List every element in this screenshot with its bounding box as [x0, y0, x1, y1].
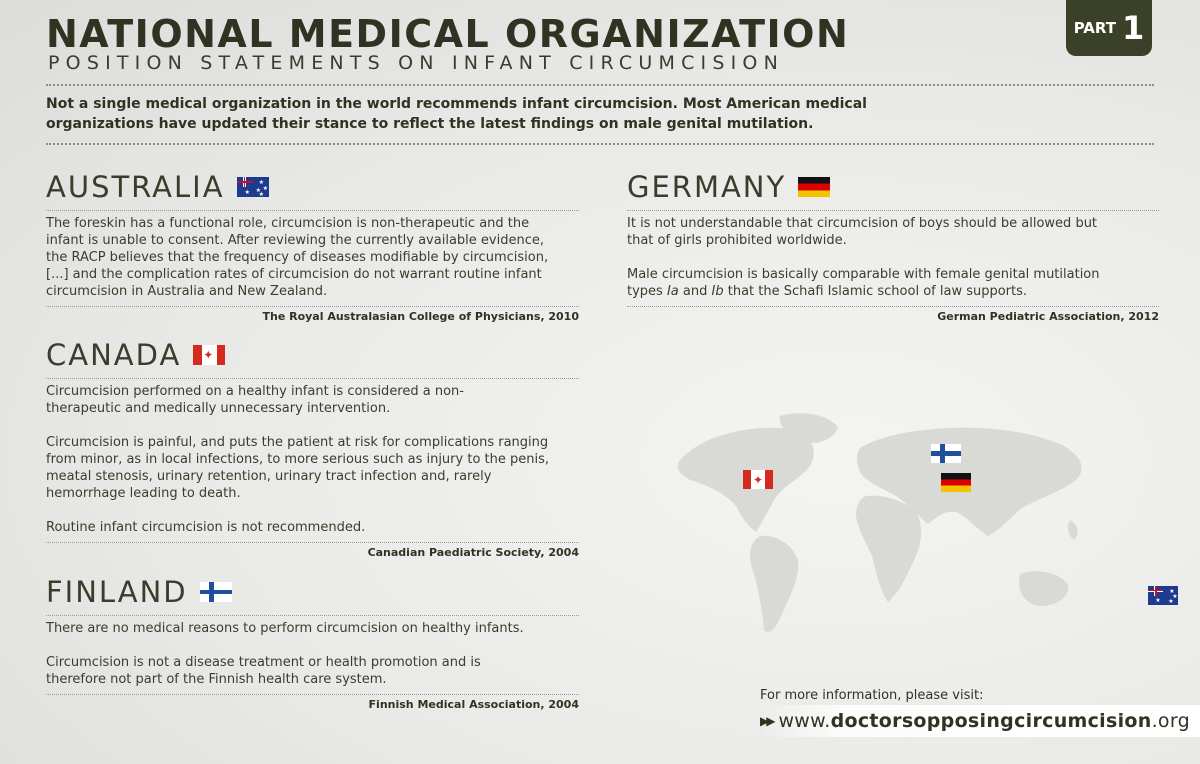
statement-paragraph: There are no medical reasons to perform circumcision on healthy infants.: [46, 621, 524, 636]
source-citation: Finnish Medical Association, 2004: [368, 698, 579, 711]
germany-flag-icon: [941, 473, 971, 492]
country-heading: [46, 170, 579, 204]
statement-paragraph: Routine infant circumcision is not recommended.: [46, 520, 366, 535]
divider: [46, 542, 579, 543]
section-germany: [627, 170, 1159, 323]
statement-text: The foreskin has a functional role, circumcision is non-therapeutic and the infant is unable to consent. After reviewing the currently available evidence, the RACP believes that the frequency of diseases modifiable by circumcision, [...] and the complication rates of circumcision do not warrant routine infant circumcision in Australia and New Zealand.: [46, 216, 549, 299]
country-name: CANADA: [46, 338, 182, 372]
statement-paragraph: Circumcision performed on a healthy infant is considered a non-therapeutic and medically unnecessary intervention.: [46, 384, 464, 416]
finland-flag-icon: [200, 582, 232, 602]
statement-paragraph: It is not understandable that circumcision of boys should be allowed but that of girls prohibited worldwide.: [627, 216, 1098, 248]
part-number: 1: [1122, 9, 1145, 47]
section-canada: [46, 338, 579, 559]
divider: [627, 210, 1159, 211]
finland-flag-icon: [931, 444, 961, 463]
source-citation: German Pediatric Association, 2012: [937, 310, 1159, 323]
canada-flag-icon: ✦: [743, 470, 773, 489]
australia-flag-icon: ★ ★ ★ ★ ★: [237, 177, 269, 197]
intro-line-2: organizations have updated their stance to reflect the latest findings on male genital mutilation.: [46, 116, 814, 132]
divider: [627, 306, 1159, 307]
australia-flag-icon: ★ ★ ★ ★: [1148, 586, 1178, 605]
double-arrow-icon: ▶▶: [760, 714, 773, 728]
intro-text: [46, 94, 1146, 134]
statement-paragraph: Circumcision is painful, and puts the patient at risk for complications ranging from minor, as in local infections, to more serious such as injury to the penis, meatal stenosis, urinary retention, urinary tract infection and, rarely hemorrhage leading to death.: [46, 435, 550, 501]
statement-paragraph: Male circumcision is basically comparable with female genital mutilation types Ia and Ib that the Schafi Islamic school of law supports.: [627, 267, 1100, 299]
germany-flag-icon: [798, 177, 830, 197]
website-link[interactable]: [756, 705, 1200, 737]
country-name: AUSTRALIA: [46, 170, 225, 204]
divider: [46, 143, 1154, 145]
source-citation: Canadian Paediatric Society, 2004: [367, 546, 579, 559]
page-title: NATIONAL MEDICAL ORGANIZATION: [46, 12, 850, 56]
country-heading: [46, 338, 579, 372]
statement-paragraph: Circumcision is not a disease treatment or health promotion and is therefore not part of the Finnish health care system.: [46, 655, 481, 687]
world-map: [660, 408, 1100, 648]
part-badge: [1066, 0, 1152, 56]
country-heading: [46, 575, 579, 609]
more-info-text: For more information, please visit:: [760, 688, 984, 703]
section-finland: [46, 575, 579, 711]
intro-line-1: Not a single medical organization in the world recommends infant circumcision. Most American medical: [46, 96, 867, 112]
divider: [46, 378, 579, 379]
country-name: FINLAND: [46, 575, 188, 609]
divider: [46, 694, 579, 695]
country-heading: [627, 170, 1159, 204]
country-name: GERMANY: [627, 170, 787, 204]
divider: [46, 84, 1154, 86]
website-url[interactable]: www.doctorsopposingcircumcision.org: [778, 710, 1190, 732]
page-subtitle: POSITION STATEMENTS ON INFANT CIRCUMCISION: [48, 52, 784, 74]
divider: [46, 306, 579, 307]
section-australia: [46, 170, 579, 323]
canada-flag-icon: ✦: [193, 345, 225, 365]
divider: [46, 615, 579, 616]
divider: [46, 210, 579, 211]
part-label: PART: [1073, 19, 1117, 37]
source-citation: The Royal Australasian College of Physicians, 2010: [262, 310, 579, 323]
